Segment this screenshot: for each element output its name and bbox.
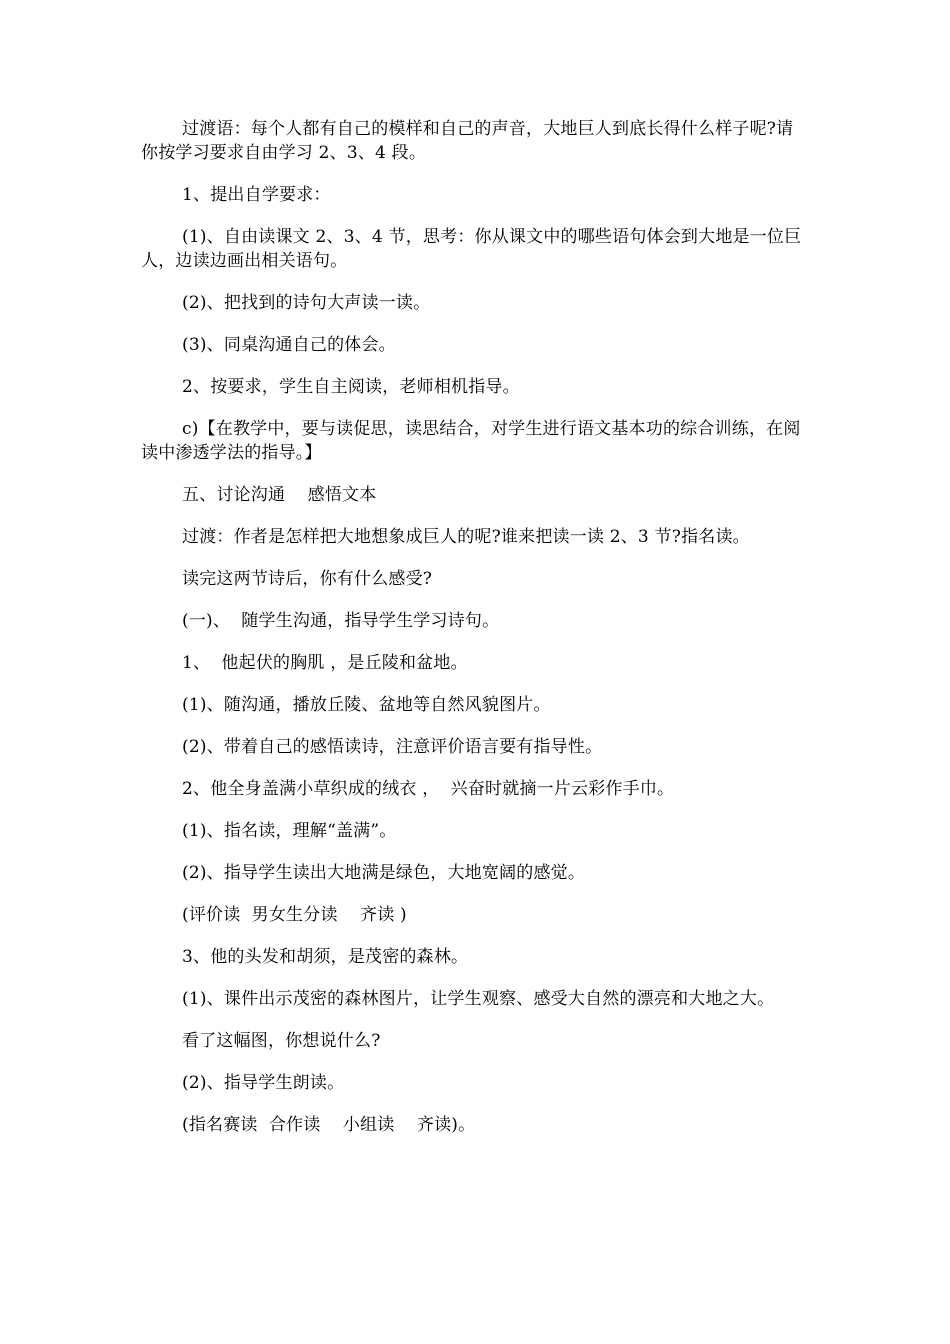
paragraph-step-2: 2、按要求，学生自主阅读，老师相机指导。 [182, 377, 520, 397]
paragraph-part-one: (一)、 随学生沟通，指导学生学习诗句。 [182, 611, 500, 631]
paragraph-verse-3-step-2: (2)、指导学生朗读。 [182, 1073, 345, 1093]
paragraph-verse-3: 3、他的头发和胡须，是茂密的森林。 [182, 947, 469, 967]
paragraph-requirement-1: (1)、自由读课文 2、3、4 节，思考：你从课文中的哪些语句体会到大地是一位巨人，边读边画出相关语句。 [141, 227, 802, 271]
paragraph-question: 读完这两节诗后，你有什么感受? [182, 569, 433, 589]
paragraph-reading-modes-1: (评价读 男女生分读 齐读 ) [182, 905, 407, 925]
paragraph-requirement-2: (2)、把找到的诗句大声读一读。 [182, 293, 431, 313]
paragraph-self-study-requirements: 1、提出自学要求： [182, 185, 331, 205]
paragraph-verse-1-step-2: (2)、带着自己的感悟读诗，注意评价语言要有指导性。 [182, 737, 603, 757]
paragraph-requirement-3: (3)、同桌沟通自己的体会。 [182, 335, 396, 355]
paragraph-transition: 过渡：作者是怎样把大地想象成巨人的呢?谁来把读一读 2、3 节?指名读。 [182, 527, 750, 547]
paragraph-verse-2-step-1: (1)、指名读，理解“盖满”。 [182, 821, 397, 841]
paragraph-verse-3-step-1: (1)、课件出示茂密的森林图片，让学生观察、感受大自然的漂亮和大地之大。 [182, 989, 775, 1009]
document-body [141, 117, 809, 1137]
paragraph-picture-question: 看了这幅图，你想说什么? [182, 1031, 381, 1051]
paragraph-transition-intro: 过渡语：每个人都有自己的模样和自己的声音，大地巨人到底长得什么样子呢?请你按学习要求自由学习 2、3、4 段。 [141, 119, 794, 163]
paragraph-verse-1-step-1: (1)、随沟通，播放丘陵、盆地等自然风貌图片。 [182, 695, 551, 715]
section-heading-five: 五、讨论沟通 感悟文本 [182, 485, 377, 505]
paragraph-verse-2-step-2: (2)、指导学生读出大地满是绿色，大地宽阔的感觉。 [182, 863, 586, 883]
paragraph-reading-modes-2: (指名赛读 合作读 小组读 齐读)。 [182, 1115, 476, 1135]
paragraph-verse-1: 1、 他起伏的胸肌 ，是丘陵和盆地。 [182, 653, 468, 673]
paragraph-teaching-note: c)【在教学中，要与读促思，读思结合，对学生进行语文基本功的综合训练，在阅读中渗透学法的指导。】 [141, 419, 801, 463]
paragraph-verse-2: 2、他全身盖满小草织成的绒衣 ， 兴奋时就摘一片云彩作手巾。 [182, 779, 675, 799]
